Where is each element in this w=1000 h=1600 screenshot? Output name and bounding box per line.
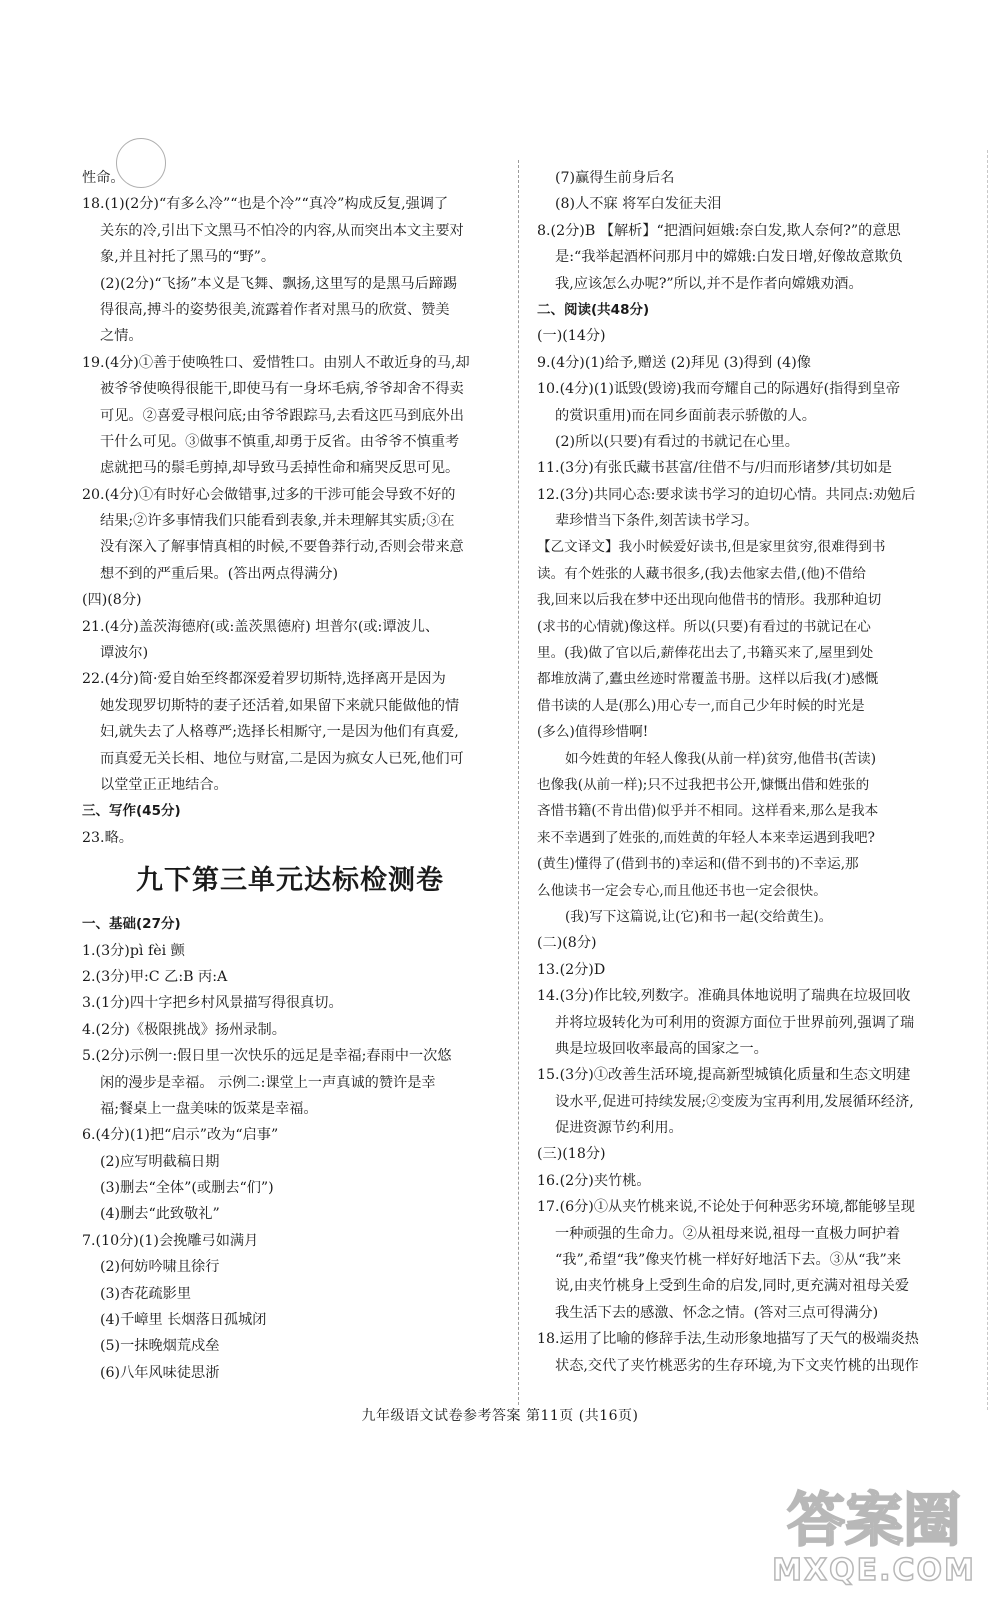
answer-line: 1.(3分)pì fèi 颤 (82, 942, 185, 959)
answer-line: 13.(2分)D (537, 961, 606, 978)
answer-line: 妇,就失去了人格尊严;选择长相厮守,一是因为他们有真爱, (100, 724, 459, 741)
answer-line: 我,回来以后我在梦中还出现向他借书的情形。我那种迫切 (537, 592, 882, 609)
answer-line: 她发现罗切斯特的妻子还活着,如果留下来就只能做他的情 (100, 697, 460, 714)
answer-line: 并将垃圾转化为可利用的资源方面位于世界前列,强调了瑞 (555, 1014, 915, 1031)
answer-line: 之情。 (100, 328, 143, 345)
answer-line: “我”,希望“我”像夹竹桃一样好好地活下去。③从“我”来 (555, 1252, 901, 1269)
answer-line: 22.(4分)简·爱自始至终都深爱着罗切斯特,选择离开是因为 (82, 671, 446, 688)
answer-line: 17.(6分)①从夹竹桃来说,不论处于何种恶劣环境,都能够呈现 (537, 1199, 915, 1216)
answer-line: 12.(3分)共同心态:要求读书学习的迫切心情。共同点:劝勉后 (537, 486, 916, 503)
answer-line: 一种顽强的生命力。②从祖母来说,祖母一直极力呵护着 (555, 1225, 901, 1242)
answer-line: (3)杏花疏影里 (100, 1285, 192, 1302)
answer-line: 6.(4分)(1)把“启示”改为“启事” (82, 1127, 279, 1144)
answer-line: 8.(2分)B 【解析】“把酒问姮娥:奈白发,欺人奈何?”的意思 (537, 222, 901, 239)
right-column (537, 165, 957, 1379)
answer-line: 里。(我)做了官以后,薪俸花出去了,书籍买来了,屋里到处 (537, 645, 874, 662)
answer-line: 15.(3分)①改善生活环境,提高新型城镇化质量和生态文明建 (537, 1067, 911, 1084)
answer-line: (2)应写明截稿日期 (100, 1153, 220, 1170)
answer-line: (2)何妨吟啸且徐行 (100, 1259, 220, 1276)
answer-line: 3.(1分)四十字把乡村风景描写得很真切。 (82, 995, 343, 1012)
answer-line: 三、写作(45分) (82, 803, 181, 820)
left-answers-part-2 (82, 911, 498, 1386)
left-column (82, 165, 498, 1386)
answer-line: 象,并且衬托了黑马的“野”。 (100, 249, 276, 266)
answer-line: 是:“我举起酒杯问那月中的嫦娥:白发日增,好像故意欺负 (555, 249, 903, 266)
answer-line: 也像我(从前一样);只不过我把书公开,慷慨出借和姓张的 (537, 776, 870, 793)
answer-line: (黄生)懂得了(借到书的)幸运和(借不到书的)不幸运,那 (537, 856, 859, 873)
answer-line: 我,应该怎么办呢?”所以,并不是作者向嫦娥劝酒。 (555, 275, 863, 292)
answer-line: (7)赢得生前身后名 (555, 170, 675, 186)
answer-line: (4)千嶂里 长烟落日孤城闭 (100, 1312, 267, 1329)
answer-line: (6)八年风味徒思浙 (100, 1364, 220, 1381)
answer-line: 如今姓黄的年轻人像我(从前一样)贫穷,他借书(苦读) (565, 750, 877, 767)
answer-line: 辈珍惜当下条件,刻苦读书学习。 (555, 513, 759, 530)
answer-line: 么他读书一定会专心,而且他还书也一定会很快。 (537, 882, 827, 899)
watermark-url: MXQE.COM (772, 1553, 976, 1588)
answer-line: 结果;②许多事情我们只能看到表象,并未理解其实质;③在 (100, 513, 455, 530)
answer-line: 读。有个姓张的人藏书很多,(我)去他家去借,(他)不借给 (537, 565, 866, 582)
answer-line: 都堆放满了,蠹虫丝迹时常覆盖书册。这样以后我(才)感慨 (537, 671, 879, 688)
answer-line: 闲的漫步是幸福。 示例二:课堂上一声真诚的赞许是幸 (100, 1074, 436, 1091)
answer-line: 的赏识重用)而在同乡面前表示骄傲的人。 (555, 407, 816, 424)
column-divider (518, 160, 519, 1405)
answer-line: (三)(18分) (537, 1146, 606, 1163)
answer-line: 性命。 (82, 170, 125, 186)
answer-line: 关东的冷,引出下文黑马不怕冷的内容,从而突出本文主要对 (100, 222, 464, 239)
answer-line: 可见。②喜爱寻根问底;由爷爷跟踪马,去看这匹马到底外出 (100, 407, 464, 424)
answer-line: 想不到的严重后果。(答出两点得满分) (100, 565, 339, 582)
answer-line: 促进资源节约利用。 (555, 1120, 683, 1137)
answer-line: (2)所以(只要)有看过的书就记在心里。 (555, 433, 799, 450)
answer-line: 没有深入了解事情真相的时候,不要鲁莽行动,否则会带来意 (100, 539, 464, 556)
answer-line: 一、基础(27分) (82, 916, 181, 933)
answer-line: 而真爱无关长相、地位与财富,二是因为疯女人已死,他们可 (100, 750, 464, 767)
answer-line: 18.(1)(2分)“有多么冷”“也是个冷”“真冷”构成反复,强调了 (82, 196, 449, 213)
answer-line: (2)(2分)“飞扬”本义是飞舞、飘扬,这里写的是黑马后蹄踢 (100, 275, 458, 292)
answer-line: 谭波尔) (100, 645, 149, 662)
answer-line: (8)人不寐 将军白发征夫泪 (555, 196, 722, 213)
watermark-logo (760, 1474, 988, 1590)
answer-line: 2.(3分)甲:C 乙:B 丙:A (82, 968, 228, 985)
answer-line: 9.(4分)(1)给予,赠送 (2)拜见 (3)得到 (4)像 (537, 354, 811, 371)
answer-line: (多么)值得珍惜啊! (537, 724, 649, 741)
watermark-logo-text: 答案圈 (786, 1486, 962, 1554)
unit-test-title: 九下第三单元达标检测卷 (136, 865, 444, 897)
answer-line: 二、阅读(共48分) (537, 301, 650, 318)
answer-line: 19.(4分)①善于使唤牲口、爱惜牲口。由别人不敢近身的马,却 (82, 354, 470, 371)
answer-line: 4.(2分)《极限挑战》扬州录制。 (82, 1021, 286, 1038)
answer-line: 吝惜书籍(不肯出借)似乎并不相同。这样看来,那么是我本 (537, 803, 879, 820)
answer-line: 21.(4分)盖茨海德府(或:盖茨黑德府) 坦普尔(或:谭波儿、 (82, 618, 440, 635)
answer-line: 7.(10分)(1)会挽雕弓如满月 (82, 1232, 259, 1249)
answer-line: (我)写下这篇说,让(它)和书一起(交给黄生)。 (565, 908, 833, 925)
answer-line: (5)一抹晚烟荒戍垒 (100, 1338, 220, 1355)
answer-line: 16.(2分)夹竹桃。 (537, 1172, 651, 1189)
answer-line: 福;餐桌上一盘美味的饭菜是幸福。 (100, 1100, 318, 1117)
answer-line: 20.(4分)①有时好心会做错事,过多的干涉可能会导致不好的 (82, 486, 456, 503)
answer-line: (二)(8分) (537, 935, 597, 952)
answer-line: 【乙文译文】我小时候爱好读书,但是家里贫穷,很难得到书 (537, 539, 886, 556)
answer-line: 18.运用了比喻的修辞手法,生动形象地描写了天气的极端炎热 (537, 1331, 919, 1348)
answer-line: 干什么可见。③做事不慎重,却勇于反省。由爷爷不慎重考 (100, 433, 460, 450)
answer-line: 被爷爷使唤得很能干,即使马有一身坏毛病,爷爷却舍不得卖 (100, 381, 464, 398)
answer-line: 10.(4分)(1)诋毁(毁谤)我而夸耀自己的际遇好(指得到皇帝 (537, 381, 901, 398)
answer-line: 设水平,促进可持续发展;②变废为宝再利用,发展循环经济, (555, 1093, 914, 1110)
answer-line: 5.(2分)示例一:假日里一次快乐的远足是幸福;春雨中一次悠 (82, 1048, 452, 1065)
answer-line: 23.略。 (82, 829, 133, 846)
answer-line: 说,由夹竹桃身上受到生命的启发,同时,更充满对祖母关爱 (555, 1278, 910, 1295)
answer-line: (四)(8分) (82, 592, 142, 609)
answer-line: 来不幸遇到了姓张的,而姓黄的年轻人本来幸运遇到我吧? (537, 829, 875, 846)
answer-line: 得很高,搏斗的姿势很美,流露着作者对黑马的欣赏、赞美 (100, 301, 450, 318)
answer-line: (一)(14分) (537, 328, 606, 345)
answer-line: (3)删去“全体”(或删去“们”) (100, 1180, 274, 1197)
answer-line: 典是垃圾回收率最高的国家之一。 (555, 1040, 768, 1057)
binding-edge-line (987, 150, 988, 1410)
answer-line: 状态,交代了夹竹桃恶劣的生存环境,为下文夹竹桃的出现作 (555, 1357, 919, 1374)
answer-line: (求书的心情就)像这样。所以(只要)有看过的书就记在心 (537, 618, 871, 635)
right-answers (537, 165, 957, 1379)
left-answers-part-1 (82, 165, 498, 851)
answer-line: (4)删去“此致敬礼” (100, 1206, 220, 1223)
page-footer: 九年级语文试卷参考答案 第11页 (共16页) (361, 1408, 639, 1424)
answer-line: 我生活下去的感激、怀念之情。(答对三点可得满分) (555, 1304, 879, 1321)
answer-line: 14.(3分)作比较,列数字。准确具体地说明了瑞典在垃圾回收 (537, 988, 911, 1005)
answer-line: 虑就把马的鬃毛剪掉,却导致马丢掉性命和痛哭反思可见。 (100, 460, 460, 477)
answer-line: 11.(3分)有张氏藏书甚富/往借不与/归而形诸梦/其切如是 (537, 460, 892, 477)
answer-line: 以堂堂正正地结合。 (100, 776, 228, 793)
answer-line: 借书读的人是(那么)用心专一,而自己少年时候的时光是 (537, 697, 865, 714)
